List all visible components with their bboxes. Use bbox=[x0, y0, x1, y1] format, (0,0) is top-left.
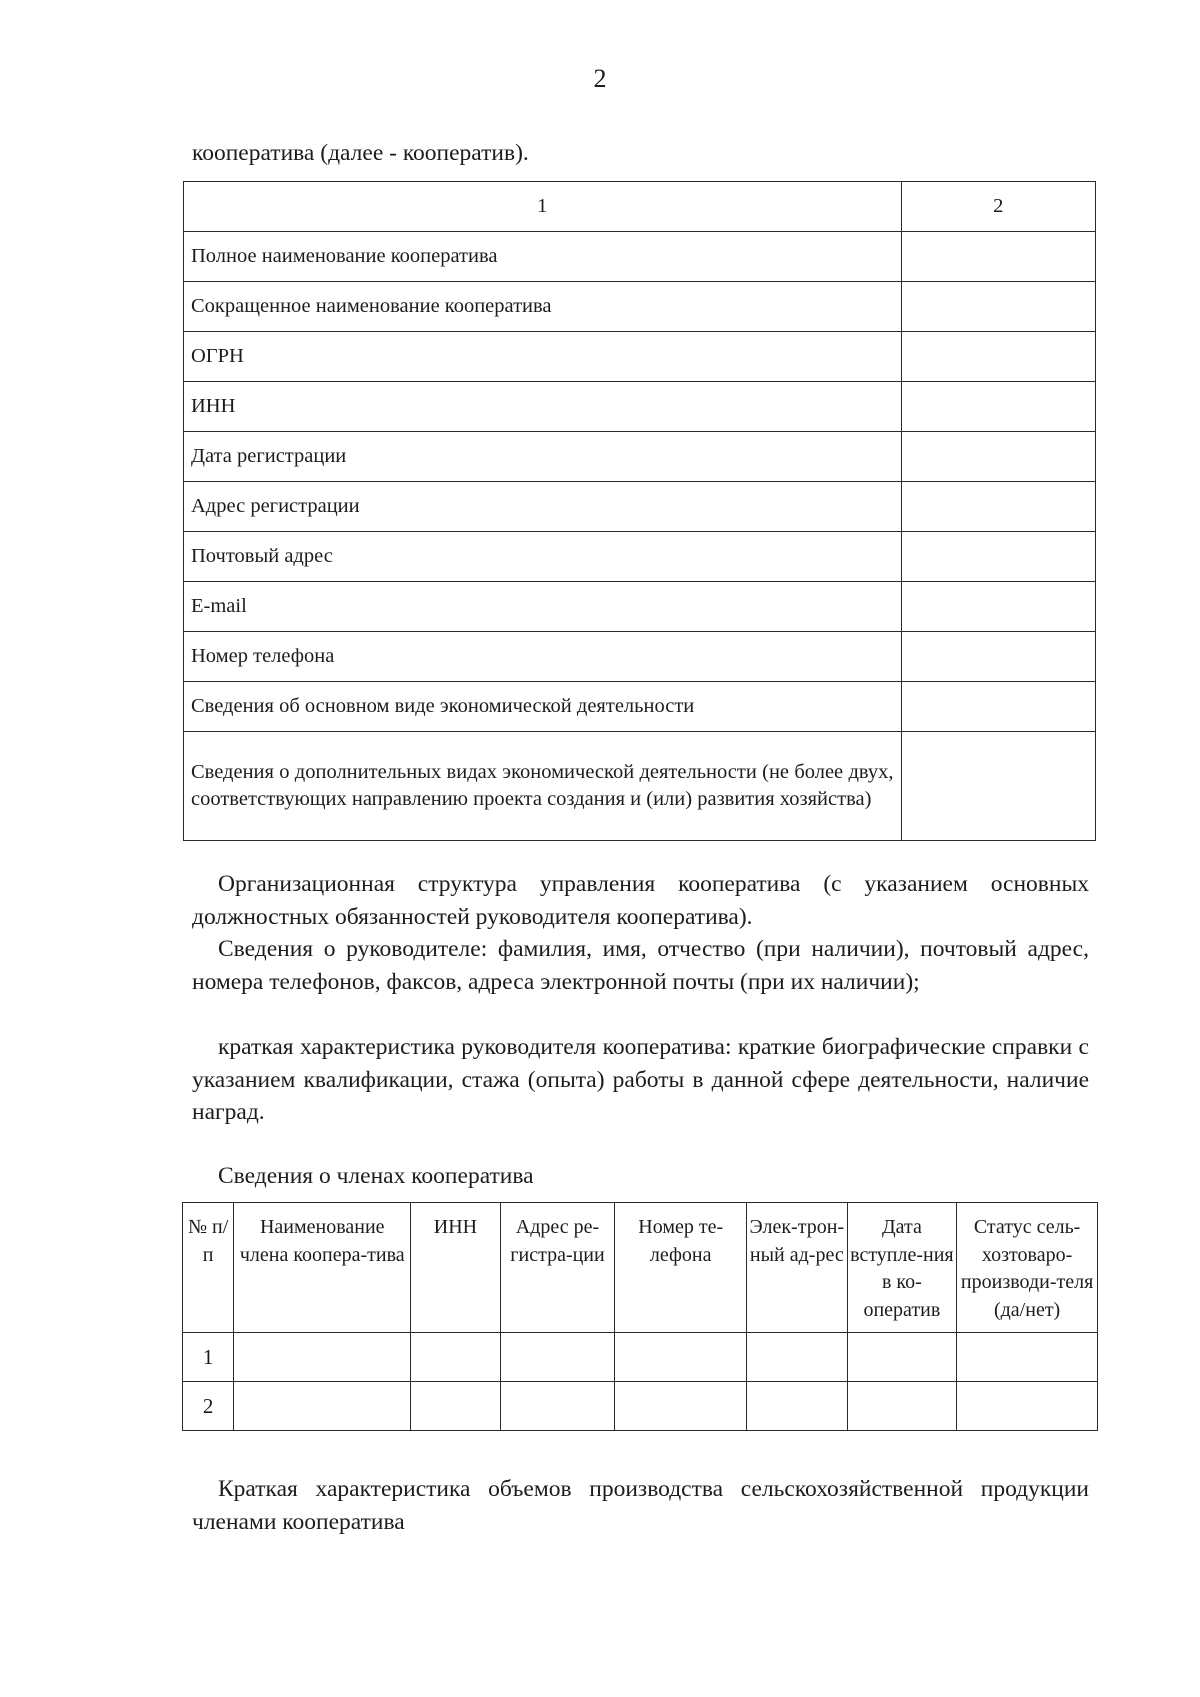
row-label: Сведения о дополнительных видах экономической деятельности (не более двух, соответствующих направлению проекта создания и (или) развития хозяйства) bbox=[184, 732, 902, 841]
row-label: Почтовый адрес bbox=[184, 532, 902, 582]
column-header: Дата вступле-ния в ко-оператив bbox=[847, 1203, 957, 1333]
value-cell bbox=[901, 282, 1096, 332]
row-label: Сведения об основном виде экономической деятельности bbox=[184, 682, 902, 732]
table-cell bbox=[747, 1382, 848, 1431]
paragraph-head-profile: краткая характеристика руководителя кооператива: краткие биографические справки с указанием квалификации, стажа (опыта) работы в данной сфере деятельности, наличие наград. bbox=[192, 1034, 1089, 1125]
row-number: 2 bbox=[183, 1382, 234, 1431]
table-row bbox=[184, 532, 1096, 582]
value-cell bbox=[901, 732, 1096, 841]
table-header-row bbox=[184, 182, 1096, 232]
value-cell bbox=[901, 432, 1096, 482]
column-header: Адрес ре-гистра-ции bbox=[500, 1203, 615, 1333]
value-cell bbox=[901, 232, 1096, 282]
table-row bbox=[184, 732, 1096, 841]
table-cell bbox=[411, 1382, 500, 1431]
column-header: № п/п bbox=[183, 1203, 234, 1333]
column-header: 2 bbox=[901, 182, 1096, 232]
table-cell bbox=[957, 1382, 1098, 1431]
table-cell bbox=[500, 1333, 615, 1382]
paragraph-production: Краткая характеристика объемов производства сельскохозяйственной продукции членами кооператива bbox=[192, 1476, 1089, 1535]
table-row bbox=[184, 582, 1096, 632]
value-cell bbox=[901, 682, 1096, 732]
table-row bbox=[184, 432, 1096, 482]
table-row bbox=[184, 682, 1096, 732]
lead-line: кооператива (далее - кооператив). bbox=[192, 140, 529, 166]
table-cell bbox=[847, 1333, 957, 1382]
paragraph-head-info: Сведения о руководителе: фамилия, имя, отчество (при наличии), почтовый адрес, номера телефонов, факсов, адреса электронной почты (при их наличии); bbox=[192, 936, 1089, 995]
row-label: ИНН bbox=[184, 382, 902, 432]
table-cell bbox=[500, 1382, 615, 1431]
table-cell bbox=[747, 1333, 848, 1382]
column-header: ИНН bbox=[411, 1203, 500, 1333]
value-cell bbox=[901, 532, 1096, 582]
column-header: Наименование члена коопера-тива bbox=[234, 1203, 411, 1333]
row-label: Номер телефона bbox=[184, 632, 902, 682]
value-cell bbox=[901, 582, 1096, 632]
table-row bbox=[184, 632, 1096, 682]
cooperative-info-table bbox=[183, 181, 1096, 841]
paragraph-structure: Организационная структура управления кооператива (с указанием основных должностных обязанностей руководителя кооператива). bbox=[192, 871, 1089, 930]
row-label: Адрес регистрации bbox=[184, 482, 902, 532]
column-header: Номер те-лефона bbox=[615, 1203, 747, 1333]
table-cell bbox=[234, 1333, 411, 1382]
table-header-row bbox=[183, 1203, 1098, 1333]
value-cell bbox=[901, 382, 1096, 432]
value-cell bbox=[901, 632, 1096, 682]
table-row bbox=[184, 332, 1096, 382]
row-label: Дата регистрации bbox=[184, 432, 902, 482]
row-label: Сокращенное наименование кооператива bbox=[184, 282, 902, 332]
table-cell bbox=[615, 1382, 747, 1431]
table-row bbox=[183, 1333, 1098, 1382]
value-cell bbox=[901, 482, 1096, 532]
table-row bbox=[184, 482, 1096, 532]
table-row bbox=[183, 1382, 1098, 1431]
page-number: 2 bbox=[593, 64, 607, 93]
table-row bbox=[184, 232, 1096, 282]
row-label: Полное наименование кооператива bbox=[184, 232, 902, 282]
table-row bbox=[184, 382, 1096, 432]
row-number: 1 bbox=[183, 1333, 234, 1382]
row-label: E-mail bbox=[184, 582, 902, 632]
row-label: ОГРН bbox=[184, 332, 902, 382]
column-header: Элек-трон-ный ад-рес bbox=[747, 1203, 848, 1333]
table-cell bbox=[847, 1382, 957, 1431]
table-cell bbox=[411, 1333, 500, 1382]
value-cell bbox=[901, 332, 1096, 382]
table-cell bbox=[957, 1333, 1098, 1382]
table-row bbox=[184, 282, 1096, 332]
table-cell bbox=[615, 1333, 747, 1382]
members-table bbox=[182, 1202, 1098, 1431]
table-cell bbox=[234, 1382, 411, 1431]
column-header: 1 bbox=[184, 182, 902, 232]
column-header: Статус сель-хозтоваро-производи-теля (да/нет) bbox=[957, 1203, 1098, 1333]
members-section-title: Сведения о членах кооператива bbox=[218, 1163, 534, 1189]
